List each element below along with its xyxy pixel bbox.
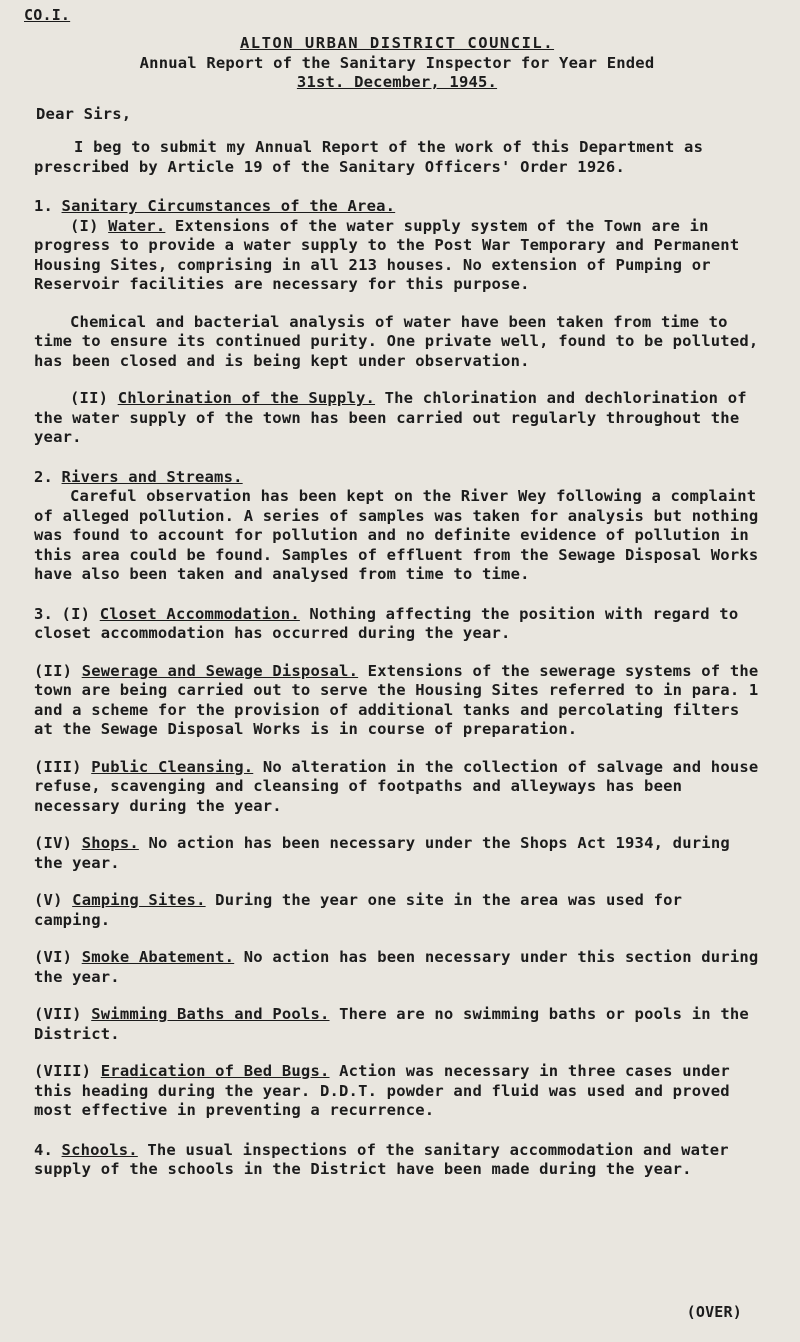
council-name: ALTON URBAN DISTRICT COUNCIL. [239,34,555,52]
subsection-title: Smoke Abatement. [81,948,235,966]
subsection-title: Swimming Baths and Pools. [91,1005,330,1023]
subsection-label: (III) [34,757,82,776]
reference-mark: CO.I. [24,6,71,24]
subsection-text: The chlorination and dechlorination of the water supply of the town has been carried out regularly throughout the year. [34,389,747,446]
subsection-label: (IV) [34,834,73,852]
section-text: The usual inspections of the sanitary accommodation and water supply of the schools in the District have been made during the year. [34,1140,729,1178]
subsection-title: Shops. [81,834,139,852]
subsection-label: (VIII) [34,1062,92,1080]
rivers-paragraph: Careful observation has been kept on the River Wey following a complaint of alleged pollution. A series of samples was taken for analysis but nothing was found to account for pollution and no definite evidence of pollution in this area could be found. Samples of effluent from the Sewage Disposal Works have also been taken and analysed from time to time. [34,487,759,583]
report-date: 31st. December, 1945. [296,73,498,91]
subsection-label: (II) [70,389,109,407]
section-number: 4. [34,1140,54,1159]
subsection-text: No action has been necessary under the Shops Act 1934, during the year. [34,834,730,872]
water-analysis-paragraph: Chemical and bacterial analysis of water have been taken from time to time to ensure its continued purity. One private well, found to be polluted, has been closed and is being kept under observation. [34,312,759,370]
report-heading [34,34,760,93]
subsection-label: (I) [61,604,91,623]
section-heading: Schools. [61,1140,138,1159]
subsection-label: (II) [34,661,73,680]
subsection-text: There are no swimming baths or pools in the District. [34,1005,749,1043]
subsection-text: No alteration in the collection of salvage and house refuse, scavenging and cleansing of footpaths and alleyways has been necessary during the year. [34,757,759,815]
subsection-title: Water. [108,216,166,235]
subsection-bed-bugs [34,1062,760,1121]
subsection-text: Extensions of the sewerage systems of the town are being carried out to serve the Housing Sites referred to in para. 1 and a scheme for the provision of additional tanks and percolating filters at the Sewage Disposal Works is in course of preparation. [34,661,759,738]
subsection-label: (I) [70,216,99,235]
subsection-public-cleansing [34,758,760,817]
continued-overleaf-mark: (OVER) [686,1303,742,1321]
report-title: Annual Report of the Sanitary Inspector for Year Ended [139,53,655,72]
subsection-label: (VI) [34,948,73,966]
subsection-chlorination [34,389,760,448]
subsection-closets [34,605,760,644]
section-number: 3. [34,604,54,623]
subsection-sewerage [34,662,760,740]
intro-paragraph: I beg to submit my Annual Report of the work of this Department as prescribed by Article 19 of the Sanitary Officers' Order 1926. [34,138,704,176]
subsection-text: Extensions of the water supply system of the Town are in progress to provide a water supply to the Post War Temporary and Permanent Housing Sites, comprising in all 213 houses. No extension of Pumping or Reservoir facilities are necessary for this purpose. [34,216,740,293]
subsection-text: Nothing affecting the position with regard to closet accommodation has occurred during the year. [34,604,739,642]
subsection-shops [34,834,760,873]
subsection-title: Chlorination of the Supply. [117,389,376,407]
subsection-title: Camping Sites. [72,891,206,909]
subsection-text: No action has been necessary under this section during the year. [34,948,759,986]
section-1 [34,197,760,448]
subsection-text: During the year one site in the area was used for camping. [34,891,683,929]
section-4 [34,1141,760,1180]
subsection-water [34,217,760,295]
subsection-title: Sewerage and Sewage Disposal. [81,661,359,680]
section-number: 2. [34,467,54,486]
section-heading: Rivers and Streams. [61,467,243,486]
section-3 [34,605,760,1121]
salutation: Dear Sirs, [36,104,132,123]
subsection-label: (V) [34,891,63,909]
section-heading: Sanitary Circumstances of the Area. [61,197,396,215]
subsection-title: Eradication of Bed Bugs. [100,1062,330,1080]
subsection-smoke [34,948,760,987]
subsection-title: Closet Accommodation. [99,604,300,623]
subsection-text: Action was necessary in three cases under this heading during the year. D.D.T. powder and fluid was used and proved most effective in preventing a recurrence. [34,1062,730,1119]
subsection-label: (VII) [34,1005,82,1023]
subsection-camping [34,891,760,930]
subsection-title: Public Cleansing. [91,757,254,776]
section-number: 1. [34,197,54,215]
subsection-swimming [34,1005,760,1044]
section-2 [34,468,760,585]
